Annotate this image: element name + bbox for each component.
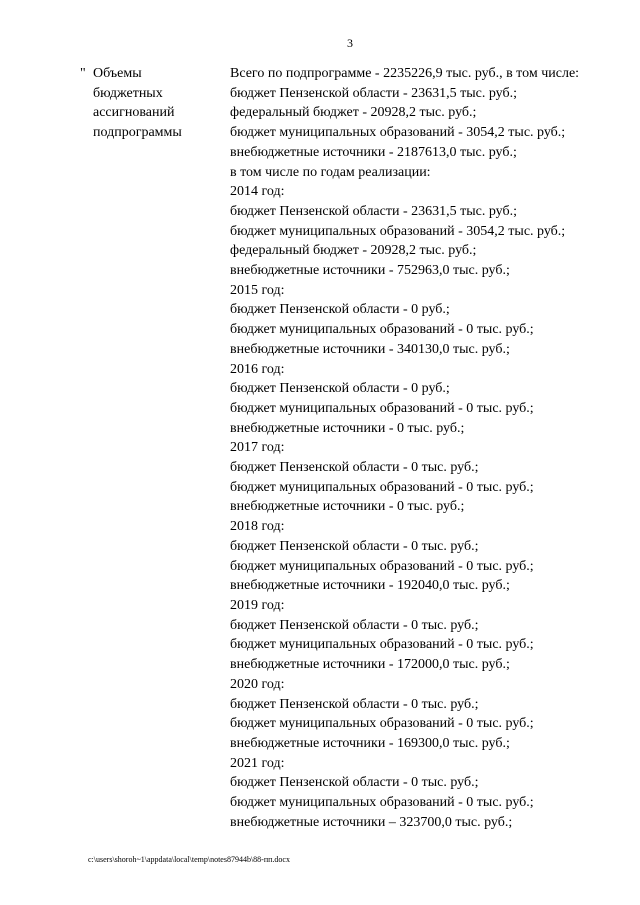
- funding-line: внебюджетные источники - 752963,0 тыс. руб.;: [230, 263, 510, 279]
- funding-line: бюджет Пензенской области - 0 тыс. руб.;: [230, 460, 479, 476]
- funding-line: 2017 год:: [230, 440, 285, 456]
- funding-line: 2018 год:: [230, 519, 285, 535]
- funding-line: бюджет муниципальных образований - 0 тыс. руб.;: [230, 479, 534, 495]
- section-label-line: бюджетных: [93, 85, 163, 101]
- funding-line: внебюджетные источники - 0 тыс. руб.;: [230, 420, 465, 436]
- funding-line: 2015 год:: [230, 282, 285, 298]
- funding-line: 2016 год:: [230, 361, 285, 377]
- funding-line: бюджет муниципальных образований - 0 тыс. руб.;: [230, 558, 534, 574]
- funding-line: бюджет муниципальных образований - 0 тыс. руб.;: [230, 322, 534, 338]
- funding-line: внебюджетные источники – 323700,0 тыс. руб.;: [230, 814, 513, 830]
- funding-line: бюджет Пензенской области - 0 руб.;: [230, 381, 450, 397]
- funding-details: [230, 64, 630, 832]
- funding-line: бюджет Пензенской области - 23631,5 тыс. руб.;: [230, 203, 518, 219]
- funding-line: 2021 год:: [230, 755, 285, 771]
- section-label: [93, 64, 228, 143]
- funding-line: внебюджетные источники - 172000,0 тыс. руб.;: [230, 657, 510, 673]
- funding-line: бюджет муниципальных образований - 3054,2 тыс. руб.;: [230, 223, 566, 239]
- funding-line: внебюджетные источники - 340130,0 тыс. руб.;: [230, 341, 510, 357]
- funding-line: Всего по подпрограмме - 2235226,9 тыс. руб., в том числе:: [230, 66, 580, 81]
- funding-line: бюджет муниципальных образований - 0 тыс. руб.;: [230, 716, 534, 732]
- funding-line: бюджет Пензенской области - 0 тыс. руб.;: [230, 617, 479, 633]
- funding-line: внебюджетные источники - 0 тыс. руб.;: [230, 499, 465, 515]
- funding-line: внебюджетные источники - 169300,0 тыс. руб.;: [230, 735, 510, 751]
- funding-line: бюджет Пензенской области - 0 руб.;: [230, 302, 450, 318]
- funding-line: бюджет Пензенской области - 0 тыс. руб.;: [230, 775, 479, 791]
- section-label-line: ассигнований: [93, 105, 175, 121]
- funding-line: бюджет Пензенской области - 23631,5 тыс. руб.;: [230, 85, 518, 101]
- opening-quote-mark: ": [80, 66, 86, 81]
- section-label-line: подпрограммы: [93, 125, 182, 141]
- funding-line: 2014 год:: [230, 184, 285, 200]
- funding-line: бюджет муниципальных образований - 3054,2 тыс. руб.;: [230, 125, 566, 141]
- funding-line: бюджет Пензенской области - 0 тыс. руб.;: [230, 538, 479, 554]
- funding-line: федеральный бюджет - 20928,2 тыс. руб.;: [230, 105, 477, 121]
- section-label-line: Объемы: [93, 66, 142, 81]
- footer-file-path: c:\users\shoroh~1\appdata\local\temp\notes87944b\88-пп.docx: [88, 855, 290, 864]
- page-number: 3: [347, 36, 353, 50]
- funding-line: федеральный бюджет - 20928,2 тыс. руб.;: [230, 243, 477, 259]
- funding-line: внебюджетные источники - 192040,0 тыс. руб.;: [230, 578, 510, 594]
- funding-line: внебюджетные источники - 2187613,0 тыс. руб.;: [230, 144, 517, 160]
- funding-line: бюджет муниципальных образований - 0 тыс. руб.;: [230, 637, 534, 653]
- funding-line: 2019 год:: [230, 597, 285, 613]
- funding-line: в том числе по годам реализации:: [230, 164, 431, 180]
- funding-line: 2020 год:: [230, 676, 285, 692]
- funding-line: бюджет муниципальных образований - 0 тыс. руб.;: [230, 795, 534, 811]
- funding-line: бюджет муниципальных образований - 0 тыс. руб.;: [230, 400, 534, 416]
- funding-line: бюджет Пензенской области - 0 тыс. руб.;: [230, 696, 479, 712]
